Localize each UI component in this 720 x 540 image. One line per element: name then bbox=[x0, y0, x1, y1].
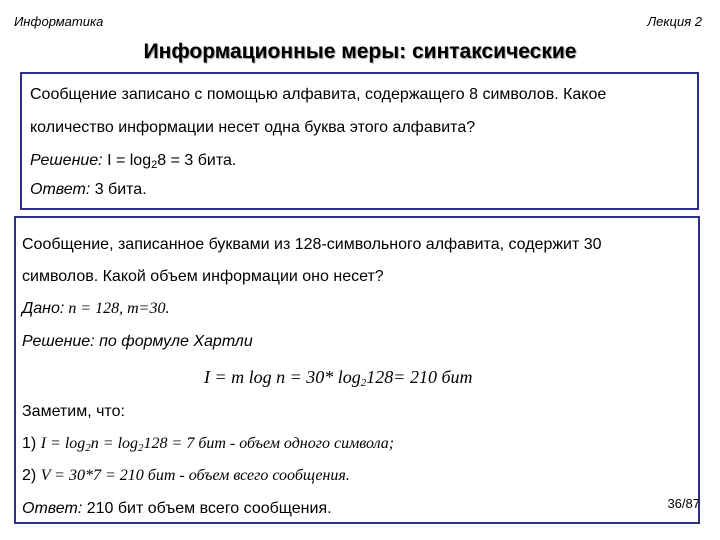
answer-text: 3 бита. bbox=[90, 181, 147, 198]
item-1-base-a: 2 bbox=[85, 442, 91, 454]
item-1-part-c: 128 = 7 бит - объем одного символа; bbox=[143, 435, 395, 452]
item-1-base-b: 2 bbox=[138, 442, 144, 454]
problem-2-item-1 bbox=[22, 435, 394, 453]
problem-2-box bbox=[14, 216, 700, 524]
formula-end: 128= 210 бит bbox=[366, 367, 473, 387]
problem-1-box bbox=[20, 72, 699, 210]
log-base: 2 bbox=[151, 159, 158, 171]
solution-formula-start: I = log bbox=[102, 152, 152, 169]
problem-2-text-line-1: Сообщение, записанное буквами из 128-символьного алфавита, содержит 30 bbox=[22, 236, 602, 253]
item-1-part-b: n = log bbox=[90, 435, 139, 452]
problem-2-item-2 bbox=[22, 467, 350, 485]
item-1-number: 1) bbox=[22, 435, 37, 452]
item-2-formula: V = 30*7 = 210 бит - объем всего сообщения. bbox=[40, 467, 350, 484]
problem-1-text-line-1: Сообщение записано с помощью алфавита, содержащего 8 символов. Какое bbox=[30, 86, 607, 103]
header-subject: Информатика bbox=[14, 14, 104, 29]
problem-2-text-line-2: символов. Какой объем информации оно несет? bbox=[22, 268, 384, 285]
page-number: 36/87 bbox=[667, 496, 700, 511]
problem-2-given bbox=[22, 300, 169, 318]
problem-2-note: Заметим, что: bbox=[22, 403, 125, 420]
hartley-formula bbox=[204, 367, 473, 388]
answer-label: Ответ: bbox=[30, 181, 91, 198]
solution-formula-end: 8 = 3 бита. bbox=[157, 152, 237, 169]
problem-1-answer bbox=[30, 181, 147, 199]
formula-start: I = m log n = 30* log bbox=[204, 367, 361, 387]
given-values: n = 128, m=30. bbox=[64, 300, 170, 317]
answer-2-text: 210 бит объем всего сообщения. bbox=[82, 500, 332, 517]
header-lecture: Лекция 2 bbox=[647, 14, 702, 29]
problem-1-solution bbox=[30, 152, 236, 170]
given-label: Дано: bbox=[22, 300, 65, 317]
item-2-number: 2) bbox=[22, 467, 37, 484]
problem-2-answer bbox=[22, 500, 332, 518]
answer-2-label: Ответ: bbox=[22, 500, 83, 517]
formula-log-base: 2 bbox=[360, 377, 367, 389]
item-1-part-a: I = log bbox=[40, 435, 86, 452]
item-1-formula bbox=[41, 435, 394, 452]
solution-label: Решение: bbox=[30, 152, 103, 169]
page-title: Информационные меры: синтаксические bbox=[143, 40, 577, 63]
problem-2-solution: Решение: по формуле Хартли bbox=[22, 333, 253, 350]
problem-1-text-line-2: количество информации несет одна буква этого алфавита? bbox=[30, 119, 476, 136]
